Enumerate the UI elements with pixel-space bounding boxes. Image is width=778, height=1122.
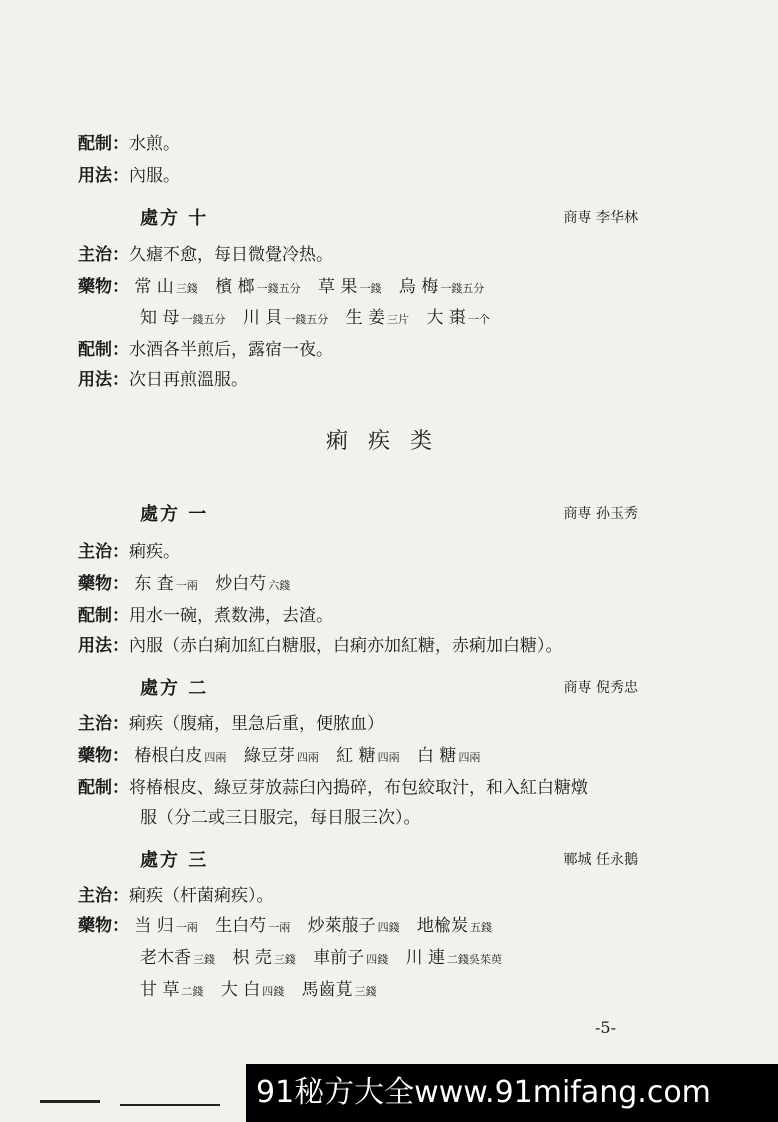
drugs-line: 藥物： 东 査 一兩 炒白芍 六錢 — [78, 572, 302, 598]
indication-line: 主治：痢疾。 — [78, 542, 180, 562]
drug-item: 車前子 四錢 — [313, 948, 389, 968]
drug-item: 大 棗 一个 — [426, 308, 490, 328]
drug-item: 馬齒莧 三錢 — [301, 980, 377, 1000]
prescription-source: 商専 孙玉秀 — [563, 506, 638, 522]
watermark-banner: 91秘方大全www.91mifang.com — [246, 1064, 778, 1122]
prep-line-cont: 服（分二或三日服完，每日服三次）。 — [140, 808, 421, 828]
drugs-line: 藥物： 椿根白皮 四兩 綠豆芽 四兩 紅 糖 四兩 白 糖 四兩 — [78, 744, 492, 770]
drug-item: 烏 梅 一錢五分 — [398, 277, 485, 297]
prescription-source: 商専 李华林 — [563, 210, 638, 226]
drug-item: 枳 売 三錢 — [232, 948, 296, 968]
prescription-source: 鄆城 任永鵝 — [563, 852, 638, 868]
drug-item: 大 白 四錢 — [220, 980, 285, 1000]
scan-artifact — [40, 1100, 100, 1103]
drugs-line-cont — [140, 306, 502, 332]
prep-line: 配制：用水一碗，煮数沸，去渣。 — [78, 606, 333, 626]
prescription-heading: 處方 三 — [140, 850, 209, 871]
drugs-line-cont — [140, 946, 514, 972]
drugs-line: 藥物： 当 归 一兩 生白芍 一兩 炒萊菔子 四錢 地楡炭 五錢 — [78, 914, 504, 940]
drug-item: 甘 草 二錢 — [140, 980, 204, 1000]
usage-line: 用法：內服（赤白痢加紅白糖服，白痢亦加紅糖，赤痢加白糖）。 — [78, 636, 563, 656]
drug-item: 綠豆芽 四兩 — [243, 746, 319, 766]
drug-item: 生白芍 一兩 — [215, 916, 291, 936]
drug-item: 生 姜 三片 — [345, 308, 410, 328]
prep-line: 配制：水酒各半煎后，露宿一夜。 — [78, 340, 333, 360]
drug-item: 知 母 一錢五分 — [140, 308, 226, 328]
drug-item: 老木香 三錢 — [140, 948, 215, 968]
drug-item: 白 糖 四兩 — [417, 746, 481, 766]
prescription-heading: 處方 二 — [140, 678, 209, 699]
prescription-source: 商専 倪秀忠 — [563, 680, 638, 696]
usage-line: 用法：內服。 — [78, 166, 180, 186]
drug-item: 当 归 一兩 — [134, 916, 198, 936]
drugs-line: 藥物： 常 山 三錢 檳 榔 一錢五分 草 果 一錢 烏 梅 一錢五分 — [78, 275, 496, 301]
drug-item: 椿根白皮 四兩 — [134, 746, 227, 766]
drug-item: 紅 糖 四兩 — [336, 746, 400, 766]
drug-item: 地楡炭 五錢 — [417, 916, 493, 936]
prep-line: 配制：将椿根皮、綠豆芽放蒜臼內搗碎，布包絞取汁，和入紅白糖燉 — [78, 778, 588, 798]
section-title: 痢疾类 — [325, 429, 452, 454]
drug-item: 草 果 一錢 — [318, 277, 382, 297]
drug-item: 炒萊菔子 四錢 — [307, 916, 400, 936]
scan-artifact — [120, 1104, 220, 1106]
prep-line: 配制：水煎。 — [78, 134, 180, 154]
drug-item: 常 山 三錢 — [134, 277, 198, 297]
indication-line: 主治：久瘧不愈，每日微覺冷热。 — [78, 245, 333, 265]
drug-item: 炒白芍 六錢 — [215, 574, 291, 594]
prescription-heading: 處方 一 — [140, 504, 209, 525]
drug-item: 东 査 一兩 — [134, 574, 198, 594]
prescription-heading: 處方 十 — [140, 208, 209, 229]
page-number: -5- — [595, 1018, 616, 1037]
usage-line: 用法：次日再煎溫服。 — [78, 370, 248, 390]
indication-line: 主治：痢疾（腹痛，里急后重，便脓血） — [78, 714, 384, 734]
drug-item: 川 連 二錢吳茱萸 — [405, 948, 503, 968]
indication-line: 主治：痢疾（杆菌痢疾）。 — [78, 886, 274, 906]
drug-item: 川 貝 一錢五分 — [242, 308, 329, 328]
drugs-line-cont — [140, 978, 389, 1004]
drug-item: 檳 榔 一錢五分 — [215, 277, 301, 297]
